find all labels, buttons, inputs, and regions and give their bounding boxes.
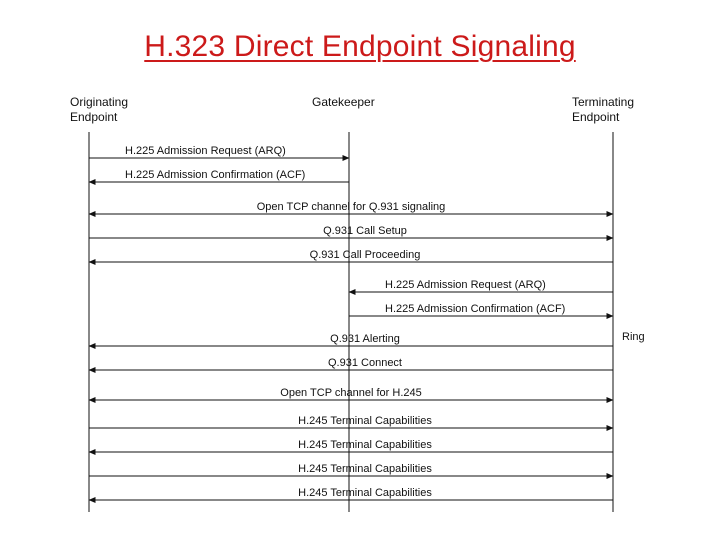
message-7 <box>349 303 613 316</box>
message-label: Q.931 Call Proceeding <box>309 249 421 261</box>
message-label: Open TCP channel for H.245 <box>280 387 422 399</box>
page-title: H.323 Direct Endpoint Signaling <box>144 30 576 63</box>
message-label: H.225 Admission Confirmation (ACF) <box>385 303 566 315</box>
message-label: H.245 Terminal Capabilities <box>298 463 432 475</box>
message-6 <box>349 279 613 292</box>
message-label: H.225 Admission Request (ARQ) <box>385 279 546 291</box>
message-label: Q.931 Connect <box>328 357 402 369</box>
message-11 <box>89 415 613 428</box>
message-1 <box>89 145 349 158</box>
message-4 <box>89 225 613 238</box>
message-12 <box>89 439 613 452</box>
gatekeeper-label: Gatekeeper <box>312 95 375 109</box>
message-label: H.225 Admission Confirmation (ACF) <box>125 169 306 181</box>
message-label: Q.931 Alerting <box>330 333 400 345</box>
message-label: H.245 Terminal Capabilities <box>298 415 432 427</box>
ring-note: Ring <box>622 331 645 343</box>
originating-label-line-1: Originating <box>70 95 129 109</box>
message-3 <box>89 201 613 214</box>
originating-label-line-2: Endpoint <box>70 110 118 124</box>
message-14 <box>89 487 613 500</box>
message-label: H.225 Admission Request (ARQ) <box>125 145 286 157</box>
message-8 <box>89 333 613 346</box>
messages-layer <box>89 145 613 500</box>
message-5 <box>89 249 613 262</box>
message-13 <box>89 463 613 476</box>
message-2 <box>89 169 349 182</box>
message-label: Open TCP channel for Q.931 signaling <box>256 201 446 213</box>
message-9 <box>89 357 613 370</box>
message-label: Q.931 Call Setup <box>323 225 407 237</box>
message-10 <box>89 387 613 400</box>
message-label: H.245 Terminal Capabilities <box>298 487 432 499</box>
terminating-label-line-2: Endpoint <box>572 110 620 124</box>
terminating-label-line-1: Terminating <box>572 95 635 109</box>
message-label: H.245 Terminal Capabilities <box>298 439 432 451</box>
